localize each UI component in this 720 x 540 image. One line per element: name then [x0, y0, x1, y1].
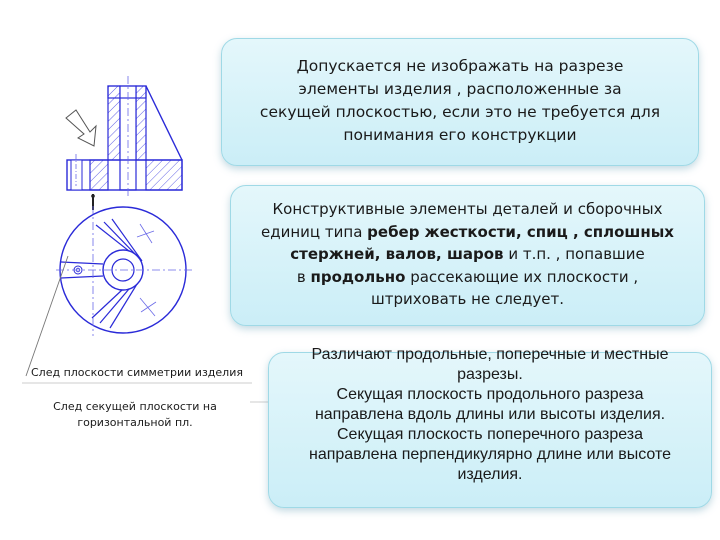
caption-symmetry-trace: След плоскости симметрии изделия: [31, 366, 243, 379]
note-box-no-hatching: [230, 185, 705, 326]
note3-line-3: Секущая плоскость продольного разреза: [336, 386, 644, 403]
note2-line-4-plain-a: в: [296, 267, 311, 286]
hatched-base-right: [146, 160, 182, 190]
axis-lower-right: [140, 298, 155, 316]
note2-line-2: [241, 221, 694, 244]
note3-line-6: направлена перпендикулярно длине или высоте: [309, 446, 671, 463]
note2-line-2-bold: ребер жесткости, спиц , сплошных: [367, 222, 674, 241]
note-box-section-types: [268, 346, 712, 508]
note3-line-2: разрезы.: [457, 366, 523, 383]
note2-line-2-plain: единиц типа: [261, 222, 368, 241]
note2-line-4: [241, 266, 694, 289]
note2-line-3: [241, 243, 694, 266]
note-box-not-shown-elements: [221, 38, 699, 166]
spoke-bottom: [92, 284, 137, 328]
note2-line-3-plain: и т.п. , попавшие: [503, 245, 645, 263]
note2-line-3-bold: стержней, валов, шаров: [290, 245, 504, 263]
note3-line-1: Различают продольные, поперечные и местные: [311, 346, 669, 363]
view-arrow-icon: [66, 110, 96, 146]
plan-view: [56, 206, 192, 336]
caption-cutting-line-2: горизонтальной пл.: [77, 416, 193, 429]
caption-cutting-trace: [40, 399, 230, 431]
hatched-base-left: [90, 160, 108, 190]
bore-wall-right: [136, 86, 146, 160]
spoke-top: [96, 219, 142, 261]
note2-line-1: Конструктивные элементы деталей и сборочных: [272, 200, 663, 218]
section-view: [67, 76, 182, 196]
note3-line-7: изделия.: [457, 466, 523, 483]
note1-line-4: понимания его конструкции: [343, 126, 577, 144]
leader-symmetry: [26, 256, 68, 376]
note1-line-1: Допускается не изображать на разрезе: [296, 57, 624, 75]
bolt-hole: [71, 160, 82, 190]
note2-line-4-bold: продольно: [310, 267, 406, 286]
note2-line-4-plain-b: рассекающие их плоскости ,: [405, 267, 639, 286]
note3-line-4: направлена вдоль длины или высоты изделия.: [314, 406, 666, 423]
rib-edge: [146, 86, 182, 160]
bore-wall-left: [108, 86, 120, 160]
note1-line-2: элементы изделия , расположенные за: [298, 80, 622, 98]
note2-line-5: штриховать не следует.: [370, 290, 564, 308]
caption-cutting-line-1: След секущей плоскости на: [53, 400, 217, 413]
note1-line-3: секущей плоскостью, если это не требуется для: [259, 103, 661, 121]
note3-line-5: Секущая плоскость поперечного разреза: [337, 426, 643, 443]
